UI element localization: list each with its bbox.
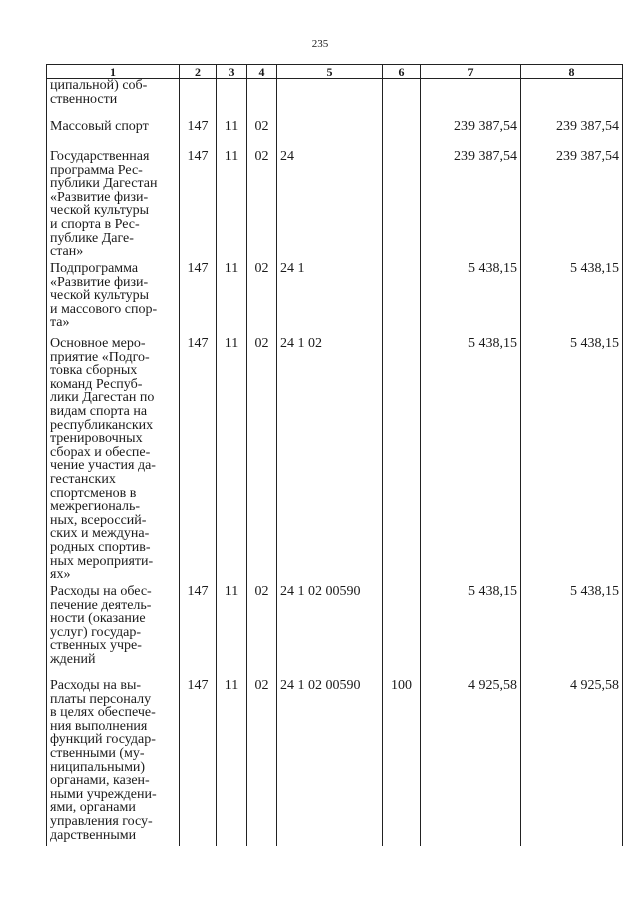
- code-ministry-cell: 147: [180, 150, 217, 262]
- code-ministry-cell: [180, 79, 217, 121]
- amount-col8-cell: 5 438,15: [521, 262, 623, 337]
- amount-col7-cell: 4 925,58: [421, 679, 521, 846]
- code-subsection-cell: 02: [247, 337, 277, 585]
- code-section-cell: 11: [217, 337, 247, 585]
- code-section-cell: [217, 79, 247, 121]
- header-row: [47, 65, 623, 79]
- page-number: 235: [311, 38, 329, 50]
- col-header-5: 5: [277, 65, 383, 79]
- code-section-cell: 11: [217, 585, 247, 679]
- code-section-cell: 11: [217, 262, 247, 337]
- amount-col7-cell: [421, 79, 521, 121]
- item-name-cell: Массовый спорт: [47, 120, 180, 150]
- code-ministry-cell: 147: [180, 120, 217, 150]
- col-header-1: 1: [47, 65, 180, 79]
- code-target-cell: 24 1: [277, 262, 383, 337]
- code-target-cell: [277, 120, 383, 150]
- amount-col7-cell: 239 387,54: [421, 150, 521, 262]
- col-header-2: 2: [180, 65, 217, 79]
- code-expense-type-cell: [383, 120, 421, 150]
- item-name-cell: Расходы на вы- платы персоналу в целях обеспече- ния выполнения функций государ- ственными (му- ниципальными) органами, казен- ными учреждени- ями, органами управления госу- дарственными: [47, 679, 180, 846]
- amount-col7-cell: 239 387,54: [421, 120, 521, 150]
- code-subsection-cell: 02: [247, 262, 277, 337]
- budget-table: [46, 64, 623, 846]
- table-row: [47, 679, 623, 846]
- code-ministry-cell: 147: [180, 585, 217, 679]
- amount-col8-cell: 239 387,54: [521, 150, 623, 262]
- code-target-cell: 24 1 02 00590: [277, 585, 383, 679]
- code-target-cell: 24 1 02 00590: [277, 679, 383, 846]
- col-header-7: 7: [421, 65, 521, 79]
- item-name-cell: Государственная программа Рес- публики Дагестан «Развитие физи- ческой культуры и спорта в Рес- публике Даге- стан»: [47, 150, 180, 262]
- code-ministry-cell: 147: [180, 262, 217, 337]
- amount-col8-cell: [521, 79, 623, 121]
- code-section-cell: 11: [217, 150, 247, 262]
- code-section-cell: 11: [217, 679, 247, 846]
- code-subsection-cell: 02: [247, 585, 277, 679]
- table-row: [47, 79, 623, 121]
- code-expense-type-cell: 100: [383, 679, 421, 846]
- code-ministry-cell: 147: [180, 337, 217, 585]
- code-expense-type-cell: [383, 79, 421, 121]
- amount-col7-cell: 5 438,15: [421, 585, 521, 679]
- table-row: [47, 150, 623, 262]
- col-header-8: 8: [521, 65, 623, 79]
- code-target-cell: 24 1 02: [277, 337, 383, 585]
- table-row: [47, 262, 623, 337]
- code-expense-type-cell: [383, 150, 421, 262]
- code-expense-type-cell: [383, 262, 421, 337]
- col-header-6: 6: [383, 65, 421, 79]
- code-target-cell: 24: [277, 150, 383, 262]
- col-header-3: 3: [217, 65, 247, 79]
- item-name-cell: Подпрограмма «Развитие физи- ческой культуры и массового спор- та»: [47, 262, 180, 337]
- item-name-cell: Расходы на обес- печение деятель- ности (оказание услуг) государ- ственных учре- ждений: [47, 585, 180, 679]
- code-section-cell: 11: [217, 120, 247, 150]
- item-name-cell: ципальной) соб- ственности: [47, 79, 180, 121]
- amount-col8-cell: 5 438,15: [521, 585, 623, 679]
- col-header-4: 4: [247, 65, 277, 79]
- amount-col8-cell: 5 438,15: [521, 337, 623, 585]
- table-row: [47, 585, 623, 679]
- code-target-cell: [277, 79, 383, 121]
- item-name-cell: Основное меро- приятие «Подго- товка сборных команд Респуб- лики Дагестан по видам спорта на республиканских тренировочных сборах и обеспе- чение участия да- гестанских спортсменов в межрегиональ- ных, всероссий- ских и междуна- родных спортив- ных мероприяти- ях»: [47, 337, 180, 585]
- table-row: [47, 120, 623, 150]
- code-ministry-cell: 147: [180, 679, 217, 846]
- code-subsection-cell: 02: [247, 679, 277, 846]
- code-expense-type-cell: [383, 337, 421, 585]
- amount-col7-cell: 5 438,15: [421, 262, 521, 337]
- code-subsection-cell: 02: [247, 120, 277, 150]
- amount-col8-cell: 4 925,58: [521, 679, 623, 846]
- code-subsection-cell: [247, 79, 277, 121]
- table-body: [47, 79, 623, 847]
- table-row: [47, 337, 623, 585]
- amount-col8-cell: 239 387,54: [521, 120, 623, 150]
- code-expense-type-cell: [383, 585, 421, 679]
- amount-col7-cell: 5 438,15: [421, 337, 521, 585]
- code-subsection-cell: 02: [247, 150, 277, 262]
